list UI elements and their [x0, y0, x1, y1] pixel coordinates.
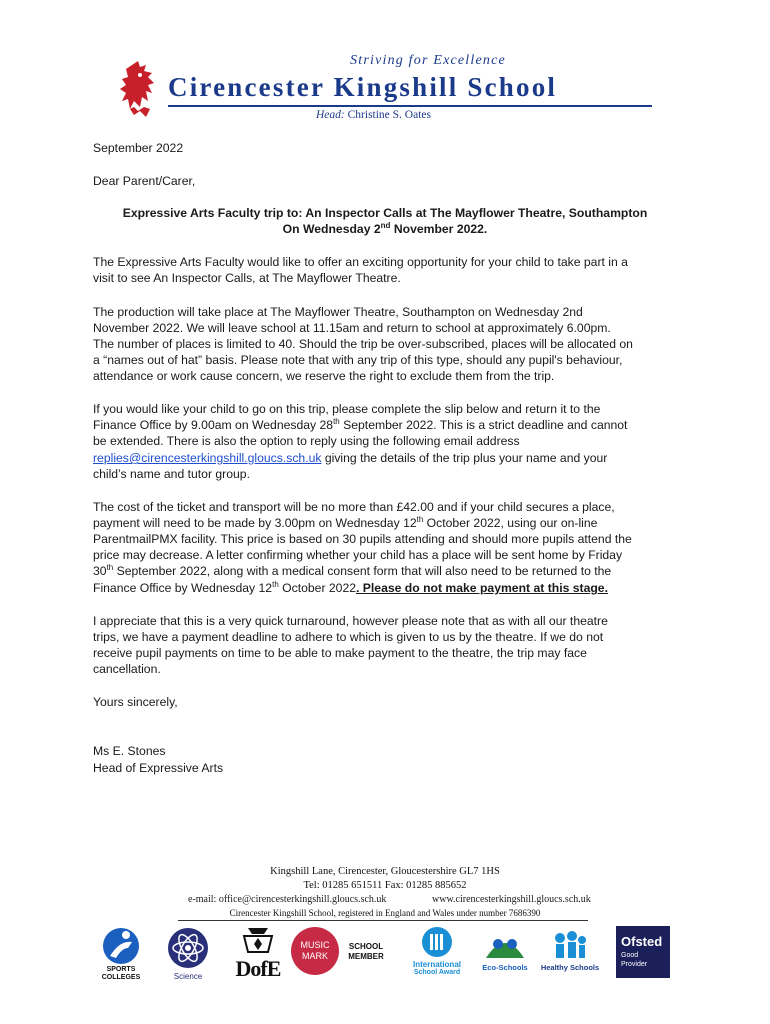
title-text-end: November 2022.: [390, 222, 488, 236]
school-member-logo: [344, 926, 388, 966]
school-name: Cirencester Kingshill School: [168, 72, 558, 102]
letter-title-line-1: Expressive Arts Faculty trip to: An Inspector Calls at The Mayflower Theatre, Southampton: [122, 206, 648, 220]
signatory-role: Head of Expressive Arts: [93, 761, 224, 775]
dofe-label: DofE: [235, 956, 281, 981]
ofsted-provider-label: Provider: [621, 961, 648, 968]
healthy-schools-logo: [536, 926, 604, 986]
eco-label: Eco-Schools: [482, 963, 528, 972]
paragraph-1-line: The Expressive Arts Faculty would like to offer an exciting opportunity for your child to take part in a: [93, 255, 628, 269]
letter-title-line-2: [0, 221, 770, 237]
p3-text-after-email: giving the details of the trip plus your name and your: [321, 451, 608, 465]
paragraph-3-line: [93, 417, 627, 433]
p3-text: Finance Office by 9.00am on Wednesday 28: [93, 418, 334, 432]
paragraph-2-line: The number of places is limited to 40. Should the trip be over-subscribed, places will be allocated on: [93, 337, 633, 351]
head-name: Christine S. Oates: [347, 109, 431, 121]
p3-text-end: September 2022. This is a strict deadline and cannot: [339, 418, 628, 432]
paragraph-2-line: a “names out of hat” basis. Please note that with any trip of this type, should any pupil's behaviour,: [93, 353, 623, 367]
atom-icon: [166, 926, 210, 970]
sports-colleges-logo: [98, 926, 144, 986]
school-motto: Striving for Excellence: [350, 53, 506, 68]
paragraph-4-line: price may decrease. A letter confirming whether your child has a place will be sent home by Friday: [93, 548, 623, 562]
paragraph-4-line: The cost of the ticket and transport will be no more than £42.00 and if your child secures a place,: [93, 500, 615, 514]
footer-registration: Cirencester Kingshill School, registered in England and Wales under number 7686390: [229, 908, 541, 918]
payment-warning: . Please do not make payment at this stage.: [356, 581, 608, 595]
music-mark-label-1: MUSIC: [300, 940, 330, 950]
footer-website: www.cirencesterkingshill.gloucs.sch.uk: [432, 894, 591, 905]
paragraph-4-line: [93, 515, 597, 531]
paragraph-2-line: November 2022. We will leave school at 11.15am and return to school at approximately 6.00pm.: [93, 321, 611, 335]
science-logo: [166, 926, 210, 986]
dofe-logo: [234, 926, 282, 986]
music-mark-logo: [290, 926, 340, 976]
p4-text-end: October 2022, using our on-line: [423, 516, 598, 530]
footer-divider: [178, 920, 588, 921]
paragraph-4-line: [93, 580, 608, 596]
paragraph-4-line: [93, 563, 611, 579]
letter-date: September 2022: [93, 141, 184, 155]
paragraph-5-line: cancellation.: [93, 662, 161, 676]
science-label: Science: [173, 972, 203, 981]
international-label-1: International: [412, 960, 461, 969]
paragraph-2-line: attendance or work cause concern, we reserve the right to exclude them from the trip.: [93, 369, 555, 383]
reply-email-link[interactable]: replies@cirencesterkingshill.gloucs.sch.uk: [93, 451, 322, 465]
paragraph-5-line: I appreciate that this is a very quick turnaround, however please note that as with all our theatre: [93, 614, 608, 628]
header-divider: [168, 105, 652, 107]
signatory-name: Ms E. Stones: [93, 744, 166, 758]
crest-icon: [120, 61, 162, 119]
head-label: Head:: [316, 109, 345, 121]
international-school-award-logo: [404, 926, 470, 986]
salutation: Dear Parent/Carer,: [93, 174, 196, 188]
title-text: On Wednesday 2: [282, 222, 381, 236]
p4-text: Finance Office by Wednesday 12: [93, 581, 273, 595]
healthy-people-icon: [536, 926, 604, 962]
healthy-label: Healthy Schools: [540, 963, 600, 972]
music-mark-label-2: MARK: [301, 951, 328, 961]
p4-sup: th: [416, 514, 424, 524]
paragraph-1-line: visit to see An Inspector Calls, at The Mayflower Theatre.: [93, 271, 401, 285]
ofsted-good-label: Good: [621, 952, 639, 959]
paragraph-3-line: child’s name and tutor group.: [93, 467, 250, 481]
international-label-2: School Award: [413, 969, 461, 976]
paragraph-3-line: [93, 450, 607, 466]
footer-phones: Tel: 01285 651511 Fax: 01285 885652: [303, 880, 467, 891]
p4-text-end: September 2022, along with a medical consent form that will also need to be returned to the: [113, 564, 612, 578]
paragraph-3-line: If you would like your child to go on this trip, please complete the slip below and return it to the: [93, 402, 601, 416]
p4-text: 30: [93, 564, 107, 578]
ofsted-label: Ofsted: [621, 934, 663, 949]
paragraph-5-line: receive pupil payments on time to be able to make payment to the theatre, the trip may face: [93, 646, 587, 660]
p3-sup: th: [333, 416, 340, 426]
sports-label-1: SPORTS: [106, 966, 136, 973]
p4-text: payment will need to be made by 3.00pm on Wednesday 12: [93, 516, 417, 530]
title-sup: nd: [380, 220, 391, 230]
footer-email: e-mail: office@cirencesterkingshill.gloucs.sch.uk: [188, 894, 387, 905]
head-teacher-line: [316, 109, 431, 121]
international-figures-icon: [404, 926, 470, 960]
eco-schools-logo: [480, 926, 530, 986]
p4-text-mid: October 2022: [278, 581, 357, 595]
closing: Yours sincerely,: [93, 695, 178, 709]
p4-sup: th: [106, 562, 114, 572]
p4-sup: th: [272, 579, 279, 589]
paragraph-3-line: be extended. There is also the option to reply using the following email address: [93, 434, 520, 448]
ofsted-logo: [616, 926, 670, 978]
paragraph-4-line: ParentmailPMX facility. This price is based on 30 pupils attending and should more pupils attend the: [93, 532, 632, 546]
school-member-label-1: SCHOOL: [348, 942, 384, 951]
footer-address: Kingshill Lane, Cirencester, Gloucestershire GL7 1HS: [270, 866, 500, 877]
sports-figure-icon: [98, 926, 144, 966]
paragraph-2-line: The production will take place at The Mayflower Theatre, Southampton on Wednesday 2nd: [93, 305, 583, 319]
sports-label-2: COLLEGES: [101, 974, 141, 981]
paragraph-5-line: trips, we have a payment deadline to adhere to which is given to us by the theatre. If we do not: [93, 630, 604, 644]
school-member-label-2: MEMBER: [348, 952, 384, 961]
eco-tree-icon: [480, 926, 530, 962]
